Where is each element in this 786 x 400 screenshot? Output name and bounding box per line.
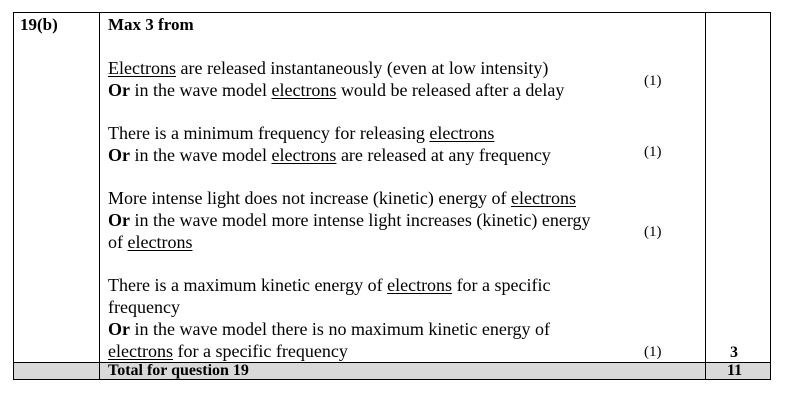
marks-total: 3 [730, 344, 738, 361]
answer-text: of [108, 232, 128, 252]
table-top-border [13, 12, 771, 13]
point-mark: (1) [644, 144, 662, 160]
answer-text: There is a minimum frequency for releasing [108, 123, 430, 143]
table-left-border [13, 12, 14, 380]
underlined-term: electrons [271, 80, 337, 100]
underlined-term: electrons [108, 341, 173, 361]
answer-text: in the wave model there is no maximum kinetic energy of [130, 319, 551, 339]
answer-line [108, 209, 591, 231]
answer-line [108, 122, 494, 144]
underlined-term: Electrons [108, 58, 176, 78]
answer-text: for a specific frequency [172, 341, 348, 361]
underlined-term: electrons [127, 232, 193, 252]
answer-text: for a specific [452, 275, 551, 295]
or-keyword: Or [108, 145, 130, 165]
answer-text: There is a maximum kinetic energy of [108, 275, 388, 295]
answer-text: in the wave model more intense light increases (kinetic) energy [130, 210, 591, 230]
question-column-border [99, 12, 100, 380]
answer-line [108, 340, 348, 362]
or-keyword: Or [108, 210, 130, 230]
or-keyword: Or [108, 319, 130, 339]
answer-line [108, 57, 548, 79]
answer-line [108, 144, 551, 166]
underlined-term: electrons [271, 145, 337, 165]
point-mark: (1) [644, 224, 662, 240]
answer-text: would be released after a delay [336, 80, 565, 100]
mark-scheme-header: Max 3 from [108, 15, 194, 34]
answer-line [108, 231, 192, 253]
answer-text: are released instantaneously (even at low intensity) [175, 58, 549, 78]
answer-text: More intense light does not increase (kinetic) energy of [108, 188, 512, 208]
marks-column-border [705, 12, 706, 380]
total-value: 11 [727, 362, 743, 379]
answer-line [108, 79, 564, 101]
answer-line [108, 318, 550, 340]
answer-text: in the wave model [130, 145, 272, 165]
point-mark: (1) [644, 344, 662, 360]
question-number: 19(b) [20, 15, 58, 34]
total-label: Total for question 19 [108, 362, 249, 379]
underlined-term: electrons [387, 275, 453, 295]
answer-line [108, 187, 576, 209]
or-keyword: Or [108, 80, 130, 100]
answer-line [108, 274, 551, 296]
answer-text: are released at any frequency [336, 145, 551, 165]
answer-text: in the wave model [130, 80, 272, 100]
answer-line [108, 296, 180, 318]
answer-text: frequency [108, 297, 180, 317]
point-mark: (1) [644, 73, 662, 89]
underlined-term: electrons [511, 188, 577, 208]
mark-scheme-table [13, 12, 771, 380]
underlined-term: electrons [429, 123, 495, 143]
table-right-border [770, 12, 771, 380]
